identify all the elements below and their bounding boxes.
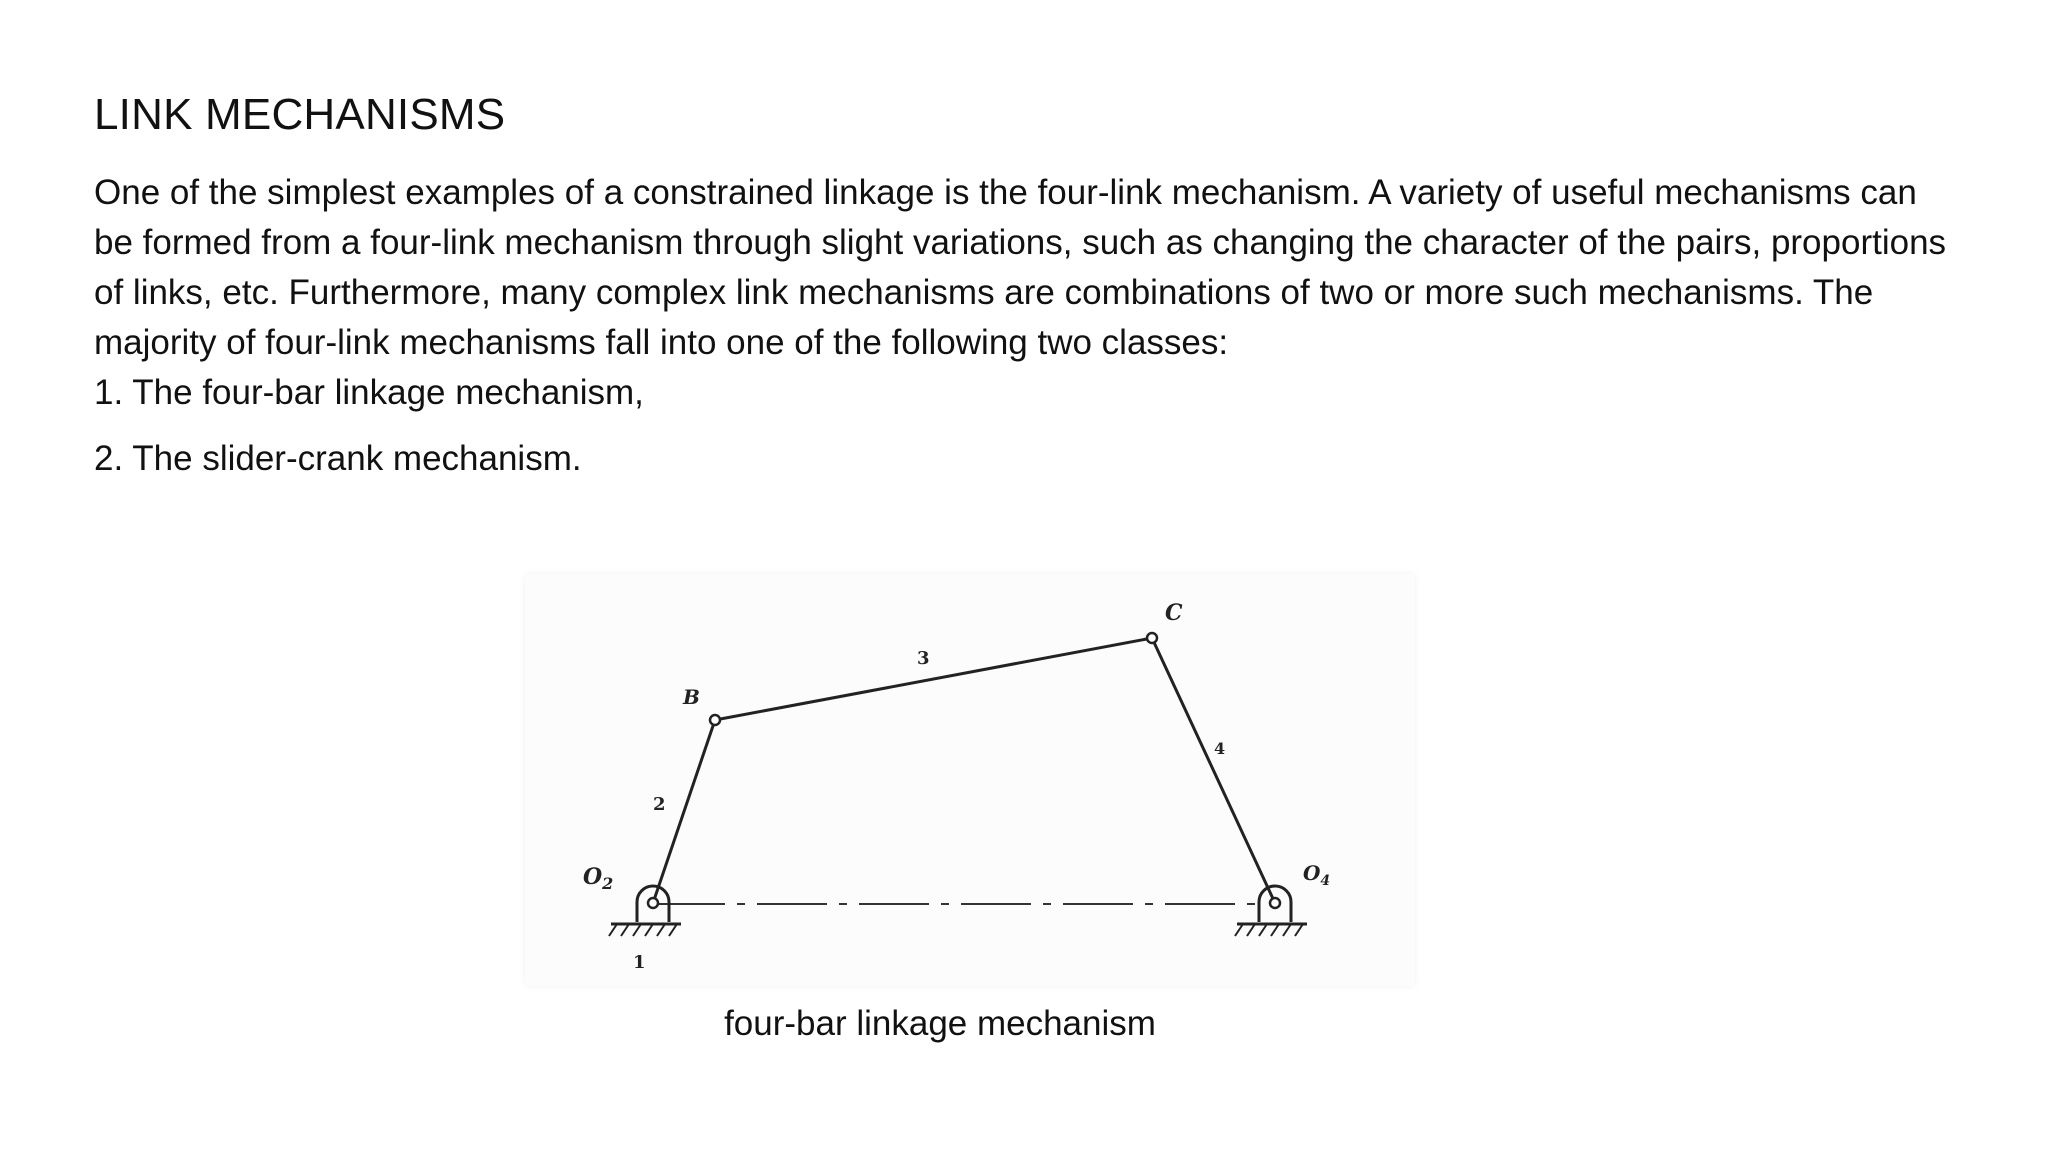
joint-b [710, 715, 720, 725]
label-o2 [583, 864, 613, 893]
label-o2-sub: 2 [602, 874, 614, 893]
label-b: B [683, 685, 700, 709]
slide-title: LINK MECHANISMS [94, 90, 506, 139]
joint-c [1147, 633, 1157, 643]
link-4 [1152, 638, 1275, 903]
label-o2-main: O [583, 864, 603, 890]
list-item-slider-crank: 2. The slider-crank mechanism. [94, 439, 582, 478]
slide-body [94, 168, 1954, 484]
label-link-2: 2 [653, 794, 666, 815]
figure-caption: four-bar linkage mechanism [724, 1004, 1156, 1043]
label-link-4: 4 [1214, 739, 1226, 758]
pivot-o2-support [609, 886, 681, 936]
intro-paragraph: One of the simplest examples of a constrained linkage is the four-link mechanism. A variety of useful mechanisms can be formed from a four-link mechanism through slight variations, such as changing the character of the pairs, proportions of links, etc. Furthermore, many complex link mechanisms are combinations of two or more such mechanisms. The majority of four-link mechanisms fall into one of the following two classes: [94, 173, 1947, 362]
four-bar-linkage-figure [525, 574, 1415, 986]
label-link-3: 3 [917, 648, 930, 669]
label-o4 [1303, 861, 1330, 889]
link-3 [715, 638, 1152, 720]
list-item-four-bar: 1. The four-bar linkage mechanism, [94, 373, 644, 412]
label-c: C [1165, 600, 1183, 626]
label-link-1: 1 [633, 952, 646, 973]
label-o4-sub: 4 [1320, 873, 1331, 889]
label-o4-main: O [1303, 861, 1321, 885]
four-bar-linkage-diagram [525, 574, 1415, 986]
